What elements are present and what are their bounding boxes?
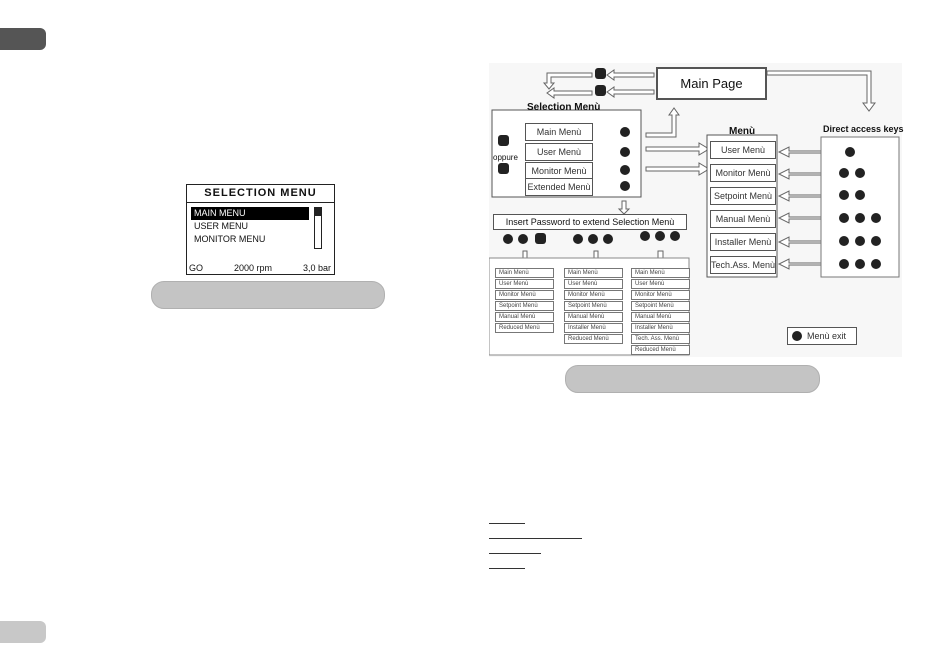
direct-key-monitor-2 [855,168,865,178]
col1-item: Reduced Menù [495,323,554,333]
direct-key-manual-3 [871,213,881,223]
lcd-scrollbar-thumb[interactable] [315,208,321,216]
lcd-scrollbar[interactable] [314,207,322,249]
lcd-item-monitor-menu[interactable]: MONITOR MENU [194,234,266,244]
key-icon-3 [620,165,630,175]
lcd-status-bar [189,263,331,273]
lcd-status-rpm: 2000 rpm [233,263,272,273]
menu-item-setpoint: Setpoint Menù [710,187,776,205]
pw-key-c3 [670,231,680,241]
direct-access-keys-title: Direct access keys [823,124,904,134]
selection-item-main-menu: Main Menù [525,123,593,141]
pw-key-a3 [535,233,546,244]
lcd-screen [186,184,335,275]
pw-key-c1 [640,231,650,241]
direct-key-installer-2 [855,236,865,246]
pw-key-c2 [655,231,665,241]
col1-item: Monitor Menù [495,290,554,300]
col3-item: User Menù [631,279,690,289]
col2-item: Installer Menù [564,323,623,333]
key-icon-4 [620,181,630,191]
selection-item-monitor-menu: Monitor Menù [525,162,593,180]
direct-key-installer-3 [871,236,881,246]
direct-key-user [845,147,855,157]
selection-item-extended-menu: Extended Menù [525,178,593,196]
underline-4 [489,566,525,569]
col2-item: Reduced Menù [564,334,623,344]
col2-item: Setpoint Menù [564,301,623,311]
key-icon-2 [620,147,630,157]
mode-key-icon [595,68,606,79]
selection-item-user-menu: User Menù [525,143,593,161]
menu-item-manual: Manual Menù [710,210,776,228]
col2-item: Manual Menù [564,312,623,322]
lcd-item-main-menu[interactable]: MAIN MENU [191,207,309,220]
key-icon-1 [620,127,630,137]
col3-item: Setpoint Menù [631,301,690,311]
pw-key-a1 [503,234,513,244]
col3-item: Tech. Ass. Menù [631,334,690,344]
page-tab-top [0,28,46,50]
figure-caption-bar-left [151,281,385,309]
lcd-status-mode: GO [189,263,204,273]
side-key-icon-bottom [498,163,509,174]
direct-key-tech-3 [871,259,881,269]
direct-key-manual-1 [839,213,849,223]
pw-key-b3 [603,234,613,244]
menu-structure-diagram [489,63,902,357]
direct-key-installer-1 [839,236,849,246]
menu-item-tech-ass: Tech.Ass. Menù [710,256,776,274]
col1-item: Manual Menù [495,312,554,322]
col3-item: Monitor Menù [631,290,690,300]
lcd-divider [187,202,334,203]
direct-key-manual-2 [855,213,865,223]
pw-key-b1 [573,234,583,244]
set-key-icon [595,85,606,96]
direct-key-tech-1 [839,259,849,269]
main-page-box: Main Page [656,67,767,100]
col3-item: Manual Menù [631,312,690,322]
menu-title: Menù [729,126,756,137]
selection-menu-title: Selection Menù [527,102,601,113]
menu-item-monitor: Monitor Menù [710,164,776,182]
col1-item: Main Menù [495,268,554,278]
lcd-title: SELECTION MENU [204,187,317,199]
direct-key-tech-2 [855,259,865,269]
menu-exit-legend [787,327,857,345]
pw-key-b2 [588,234,598,244]
underline-2 [489,536,582,539]
col2-item: Main Menù [564,268,623,278]
underline-1 [489,521,525,524]
col1-item: Setpoint Menù [495,301,554,311]
underline-3 [489,551,541,554]
col2-item: User Menù [564,279,623,289]
lcd-item-user-menu[interactable]: USER MENU [194,221,249,231]
side-key-icon-top [498,135,509,146]
exit-key-icon [792,331,802,341]
password-bar: Insert Password to extend Selection Menù [493,214,687,230]
pw-key-a2 [518,234,528,244]
direct-key-setpoint-2 [855,190,865,200]
menu-exit-label: Menù exit [807,330,847,341]
menu-item-user: User Menù [710,141,776,159]
col1-item: User Menù [495,279,554,289]
direct-key-setpoint-1 [839,190,849,200]
lcd-menu-list [191,207,309,246]
page-tab-bottom [0,621,46,643]
col3-item: Installer Menù [631,323,690,333]
menu-item-installer: Installer Menù [710,233,776,251]
col2-item: Monitor Menù [564,290,623,300]
direct-key-monitor-1 [839,168,849,178]
col3-item: Main Menù [631,268,690,278]
col3-item: Reduced Menù [631,345,690,355]
lcd-status-pressure: 3,0 bar [302,263,331,273]
oppure-label: oppure [493,153,518,162]
figure-caption-bar-right [565,365,820,393]
